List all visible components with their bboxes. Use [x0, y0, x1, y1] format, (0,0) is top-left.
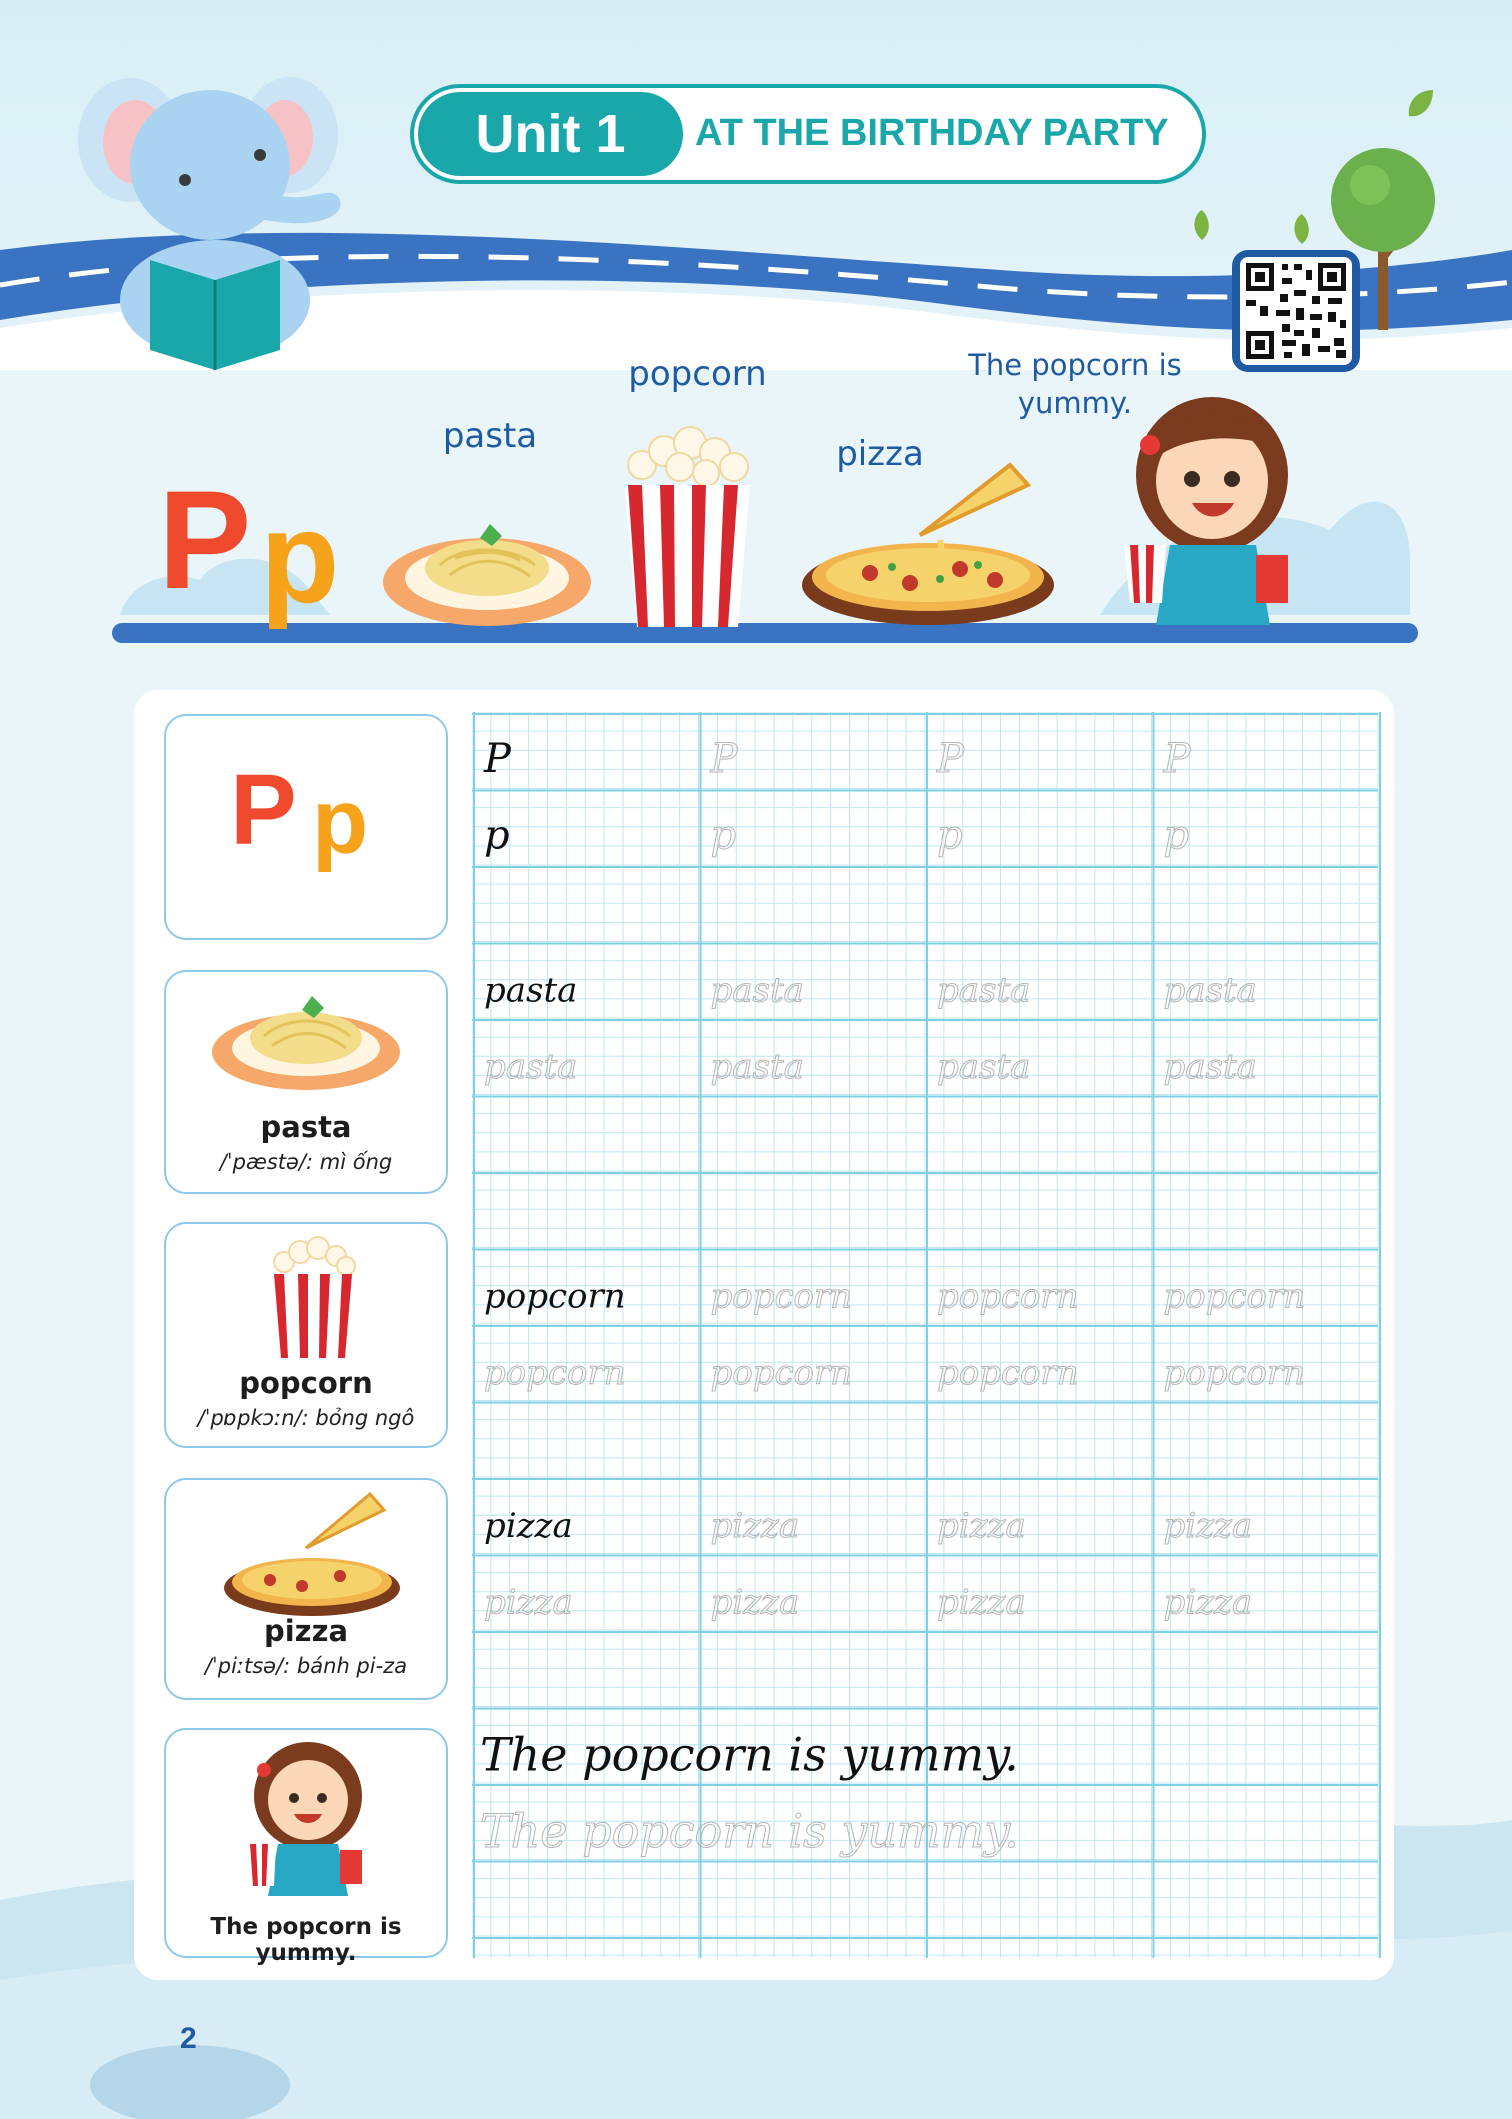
- trace-word: pizza: [1163, 1506, 1253, 1546]
- trace-word: pizza: [710, 1506, 800, 1546]
- hero-sentence: The popcorn is yummy.: [968, 348, 1182, 420]
- pizza-icon: [220, 1488, 410, 1618]
- trace-word: popcorn: [1163, 1353, 1306, 1393]
- model-word: P: [484, 736, 511, 782]
- card-letter-upper: P: [230, 754, 297, 866]
- trace-word: pasta: [710, 1047, 804, 1087]
- trace-word: pizza: [484, 1582, 573, 1623]
- model-word: popcorn: [484, 1276, 626, 1317]
- elephant-mascot: [70, 60, 370, 380]
- card-ipa: /ˈpæstə/: mì ống: [219, 1150, 393, 1174]
- card-ipa: /ˈpɒpkɔːn/: bỏng ngô: [197, 1406, 415, 1430]
- model-word: pasta: [484, 970, 578, 1011]
- pizza-illustration: [800, 455, 1060, 630]
- hero-word-popcorn: popcorn: [628, 354, 767, 394]
- hero-letter-upper: P: [158, 461, 252, 618]
- vocab-card-pasta: [164, 970, 448, 1194]
- hero-letter: [150, 461, 380, 640]
- tree-decoration: [1320, 140, 1450, 330]
- trace-word: popcorn: [710, 1276, 853, 1317]
- trace-sentence: The popcorn is yummy.: [480, 1804, 1019, 1858]
- trace-word: pasta: [484, 1047, 578, 1087]
- card-letter-lower: p: [312, 771, 369, 873]
- hero-word-pizza: pizza: [836, 434, 924, 474]
- girl-illustration: [1120, 395, 1310, 635]
- popcorn-icon: [268, 1230, 358, 1360]
- trace-word: pasta: [1163, 1047, 1257, 1087]
- unit-number-badge: Unit 1: [418, 92, 683, 176]
- card-word: popcorn: [239, 1366, 373, 1400]
- trace-word: P: [710, 736, 738, 782]
- leaf-icon: [1190, 208, 1214, 242]
- trace-word: popcorn: [710, 1353, 853, 1393]
- trace-word: pasta: [937, 1047, 1031, 1087]
- trace-word: popcorn: [484, 1353, 626, 1393]
- trace-word: P: [937, 736, 964, 782]
- trace-word: p: [1163, 812, 1190, 859]
- card-sentence: The popcorn is yummy.: [210, 1914, 402, 1966]
- trace-word: popcorn: [937, 1276, 1079, 1317]
- trace-word: pizza: [937, 1582, 1026, 1623]
- card-word: pasta: [260, 1110, 352, 1144]
- trace-word: popcorn: [937, 1353, 1079, 1393]
- pasta-icon: [206, 986, 406, 1096]
- unit-title: AT THE BIRTHDAY PARTY: [695, 112, 1169, 154]
- vocab-card-pizza: [164, 1478, 448, 1700]
- page-number: 2: [180, 2022, 197, 2055]
- card-word: pizza: [263, 1614, 349, 1648]
- leaf-icon: [1290, 212, 1314, 246]
- trace-word: pasta: [937, 970, 1031, 1011]
- trace-word: pizza: [937, 1506, 1026, 1546]
- card-ipa: /ˈpiːtsə/: bánh pi-za: [204, 1654, 408, 1678]
- model-word: pizza: [484, 1506, 573, 1546]
- popcorn-illustration: [620, 415, 755, 630]
- trace-word: pasta: [710, 970, 804, 1011]
- model-sentence: The popcorn is yummy.: [480, 1727, 1019, 1782]
- trace-word: p: [937, 812, 963, 859]
- hero-word-pasta: pasta: [442, 416, 538, 456]
- trace-word: pizza: [1163, 1582, 1253, 1623]
- handwriting-grid: [472, 712, 1382, 1960]
- trace-word: pizza: [710, 1582, 800, 1623]
- vocab-card-letter: [164, 714, 448, 940]
- pasta-illustration: [380, 510, 595, 630]
- trace-word: P: [1163, 736, 1191, 782]
- girl-icon: [244, 1740, 374, 1900]
- vocab-card-popcorn: [164, 1222, 448, 1448]
- trace-word: p: [710, 812, 737, 859]
- trace-word: pasta: [1163, 970, 1257, 1011]
- leaf-icon: [1405, 88, 1435, 120]
- trace-word: popcorn: [1163, 1276, 1306, 1317]
- vocab-card-sentence: [164, 1728, 448, 1966]
- model-word: p: [484, 812, 510, 859]
- hero-letter-lower: p: [260, 484, 340, 630]
